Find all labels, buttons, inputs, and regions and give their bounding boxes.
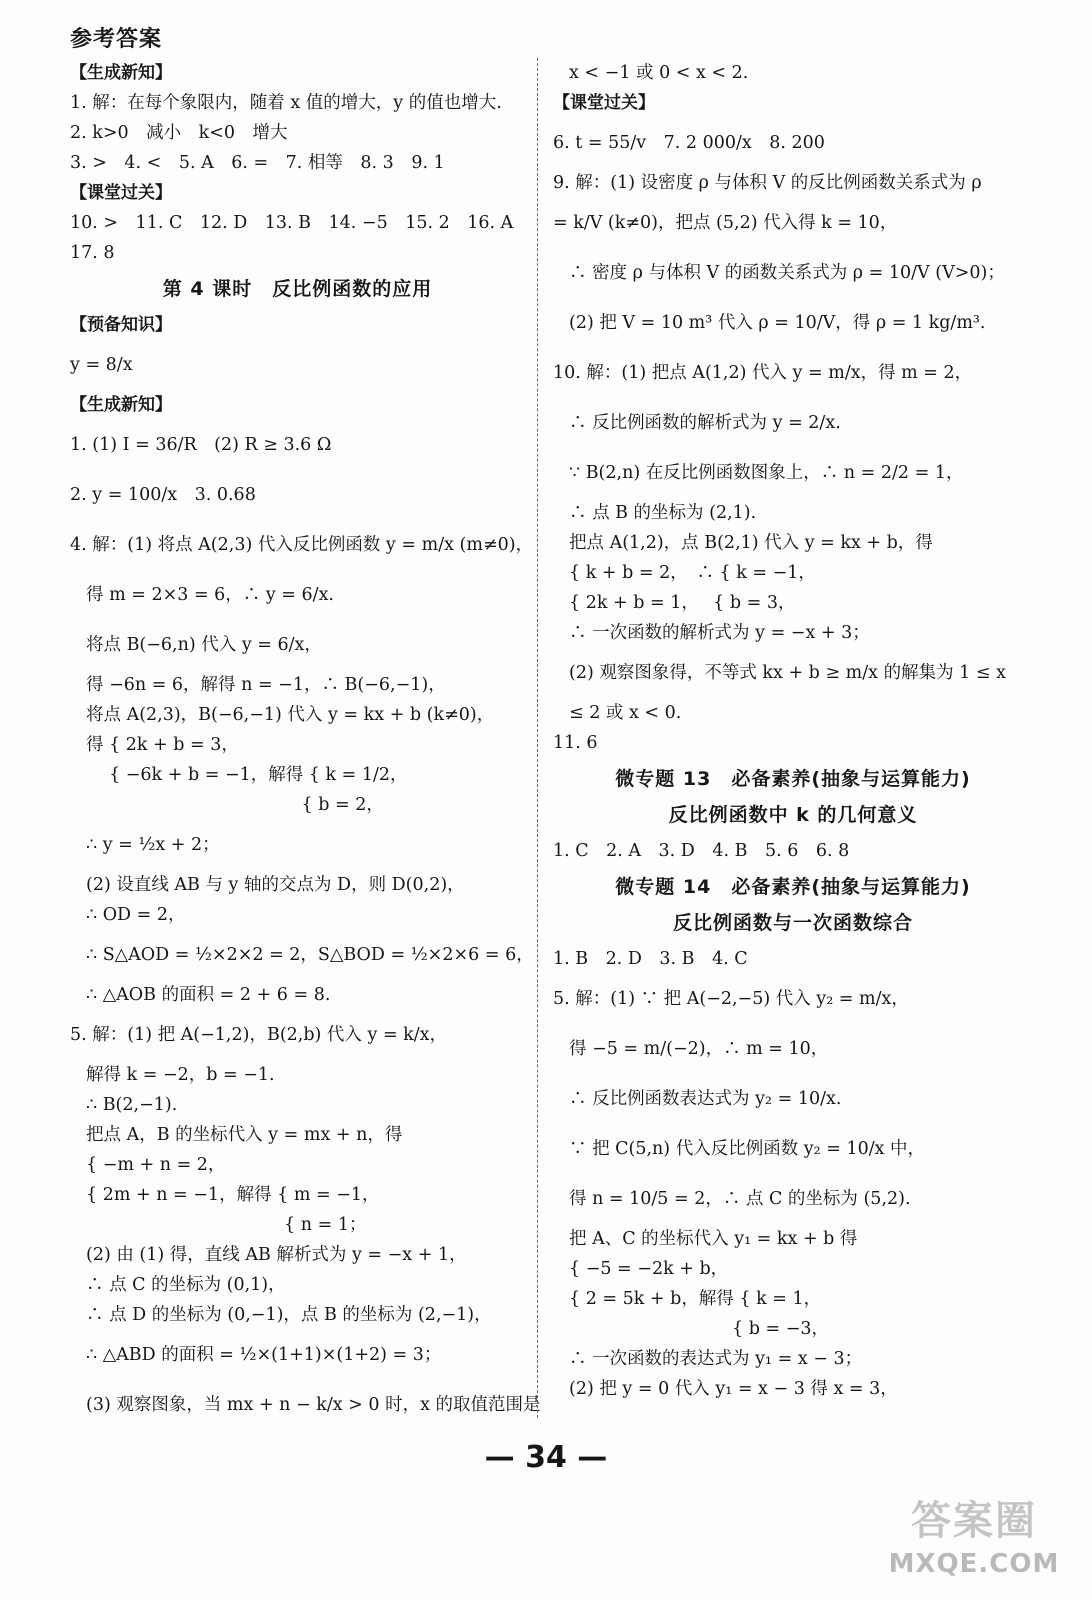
answer-line: 1. B 2. D 3. B 4. C (553, 949, 748, 969)
answer-line: ∴ 点 B 的坐标为 (2,1). (569, 503, 757, 523)
answer-line: 得 −5 = m/(−2)，∴ m = 10， (569, 1039, 829, 1059)
page-number: — 34 — (484, 1440, 608, 1475)
answer-line: 9. 解：(1) 设密度 ρ 与体积 V 的反比例函数关系式为 ρ (553, 173, 982, 193)
answer-line: { n = 1； (86, 1215, 367, 1235)
answer-line: { 2m + n = −1，解得 { m = −1， (86, 1185, 380, 1205)
answer-column-right (553, 58, 1033, 1404)
answer-line: 1. 解：在每个象限内，随着 x 值的增大，y 的值也增大. (70, 93, 502, 113)
answer-line: 微专题 13 必备素养(抽象与运算能力) (615, 768, 971, 790)
answer-line: 5. 解：(1) ∵ 把 A(−2,−5) 代入 y₂ = m/x， (553, 989, 909, 1009)
answer-line: 解得 k = −2，b = −1. (86, 1065, 275, 1085)
answer-line: 1. C 2. A 3. D 4. B 5. 6 6. 8 (553, 841, 850, 861)
watermark-logo-text: 答案圈 (911, 1498, 1037, 1544)
answer-line: 1. (1) I = 36/R (2) R ≥ 3.6 Ω (70, 435, 332, 455)
answer-line: { b = −3， (569, 1319, 830, 1339)
answer-line: ∴ 一次函数的解析式为 y = −x + 3； (569, 623, 870, 643)
answer-line: y = 8/x (70, 355, 133, 375)
answer-line: 【生成新知】 (70, 395, 172, 415)
answer-line: 得 { 2k + b = 3， (86, 735, 239, 755)
answer-line: ∴ △AOB 的面积 = 2 + 6 = 8. (86, 985, 331, 1005)
answer-line: 3. > 4. < 5. A 6. = 7. 相等 8. 3 9. 1 (70, 153, 445, 173)
answer-line: { −m + n = 2， (86, 1155, 226, 1175)
answer-line: ∴ 反比例函数的解析式为 y = 2/x. (569, 413, 841, 433)
answer-column-left (70, 58, 541, 1430)
answer-line: 【课堂过关】 (553, 93, 655, 113)
answer-line: 2. y = 100/x 3. 0.68 (70, 485, 256, 505)
answer-line: { 2k + b = 1， { b = 3， (569, 593, 796, 613)
answer-line: 【课堂过关】 (70, 183, 172, 203)
answer-line: { 2 = 5k + b，解得 { k = 1， (569, 1289, 822, 1309)
answer-line: 6. t = 55/v 7. 2 000/x 8. 200 (553, 133, 825, 153)
answer-line: 【预备知识】 (70, 315, 172, 335)
answer-line: ∴ 反比例函数表达式为 y₂ = 10/x. (569, 1089, 842, 1109)
answer-line: ∴ S△AOD = ½×2×2 = 2，S△BOD = ½×2×6 = 6， (86, 945, 534, 965)
answer-line: x < −1 或 0 < x < 2. (569, 63, 749, 83)
answer-line: { k + b = 2， ∴ { k = −1， (569, 563, 816, 583)
answer-line: 第 4 课时 反比例函数的应用 (162, 278, 433, 300)
answer-line: 得 −6n = 6，解得 n = −1，∴ B(−6,−1)， (86, 675, 446, 695)
answer-line: 将点 A(2,3)，B(−6,−1) 代入 y = kx + b (k≠0)， (86, 705, 495, 725)
answer-line: ∴ 密度 ρ 与体积 V 的函数关系式为 ρ = 10/V (V>0)； (569, 263, 1005, 283)
answer-line: (2) 把 y = 0 代入 y₁ = x − 3 得 x = 3， (569, 1379, 898, 1399)
answer-line: ∴ 点 C 的坐标为 (0,1)， (86, 1275, 286, 1295)
answer-line: = k/V (k≠0)，把点 (5,2) 代入得 k = 10， (553, 213, 898, 233)
answer-line: (2) 观察图象得，不等式 kx + b ≥ m/x 的解集为 1 ≤ x (569, 663, 1006, 683)
answer-line: 【生成新知】 (70, 63, 172, 83)
answer-line: (2) 把 V = 10 m³ 代入 ρ = 10/V，得 ρ = 1 kg/m³. (569, 313, 986, 333)
answer-line: 反比例函数与一次函数综合 (672, 912, 913, 934)
answer-line: 4. 解：(1) 将点 A(2,3) 代入反比例函数 y = m/x (m≠0)， (70, 535, 534, 555)
answer-line: (2) 设直线 AB 与 y 轴的交点为 D，则 D(0,2)， (86, 875, 465, 895)
watermark-logo (874, 1495, 1074, 1590)
answer-line: (2) 由 (1) 得，直线 AB 解析式为 y = −x + 1， (86, 1245, 467, 1265)
page-header: 参考答案 (70, 27, 163, 52)
answer-line: ∴ B(2,−1). (86, 1095, 178, 1115)
answer-line: 得 m = 2×3 = 6，∴ y = 6/x. (86, 585, 334, 605)
answer-line: ∴ y = ½x + 2； (86, 835, 220, 855)
answer-line: ∴ 点 D 的坐标为 (0,−1)，点 B 的坐标为 (2,−1)， (86, 1305, 492, 1325)
answer-line: 5. 解：(1) 把 A(−1,2)，B(2,b) 代入 y = k/x， (70, 1025, 448, 1045)
answer-line: { b = 2， (86, 795, 384, 815)
answer-line: 反比例函数中 k 的几何意义 (668, 804, 918, 826)
answer-line: { −6k + b = −1，解得 { k = 1/2， (86, 765, 408, 785)
answer-line: ∵ B(2,n) 在反比例函数图象上，∴ n = 2/2 = 1， (569, 463, 964, 483)
answer-line: 微专题 14 必备素养(抽象与运算能力) (615, 876, 971, 898)
answer-line: 10. 解：(1) 把点 A(1,2) 代入 y = m/x，得 m = 2， (553, 363, 973, 383)
answer-line: ∵ 把 C(5,n) 代入反比例函数 y₂ = 10/x 中， (569, 1139, 926, 1159)
answer-line: { −5 = −2k + b， (569, 1259, 729, 1279)
answer-line: 10. > 11. C 12. D 13. B 14. −5 15. 2 16. A (70, 213, 514, 233)
watermark-site-text: MXQE.COM (888, 1549, 1060, 1579)
answer-line: 11. 6 (553, 733, 598, 753)
answer-line: 2. k>0 减小 k<0 增大 (70, 123, 288, 143)
answer-line: (3) 观察图象，当 mx + n − k/x > 0 时，x 的取值范围是 (86, 1395, 541, 1415)
answer-line: 把点 A(1,2)，点 B(2,1) 代入 y = kx + b，得 (569, 533, 933, 553)
answer-line: 17. 8 (70, 243, 115, 263)
answer-line: ∴ OD = 2， (86, 905, 186, 925)
answer-line: 把点 A，B 的坐标代入 y = mx + n，得 (86, 1125, 403, 1145)
answer-line: ∴ △ABD 的面积 = ½×(1+1)×(1+2) = 3； (86, 1345, 442, 1365)
answer-line: ∴ 一次函数的表达式为 y₁ = x − 3； (569, 1349, 863, 1369)
column-divider (537, 58, 538, 1418)
answer-line: 将点 B(−6,n) 代入 y = 6/x， (86, 635, 322, 655)
answer-line: 得 n = 10/5 = 2，∴ 点 C 的坐标为 (5,2). (569, 1189, 911, 1209)
answer-line: 把 A、C 的坐标代入 y₁ = kx + b 得 (569, 1229, 858, 1249)
answer-line: ≤ 2 或 x < 0. (569, 703, 682, 723)
